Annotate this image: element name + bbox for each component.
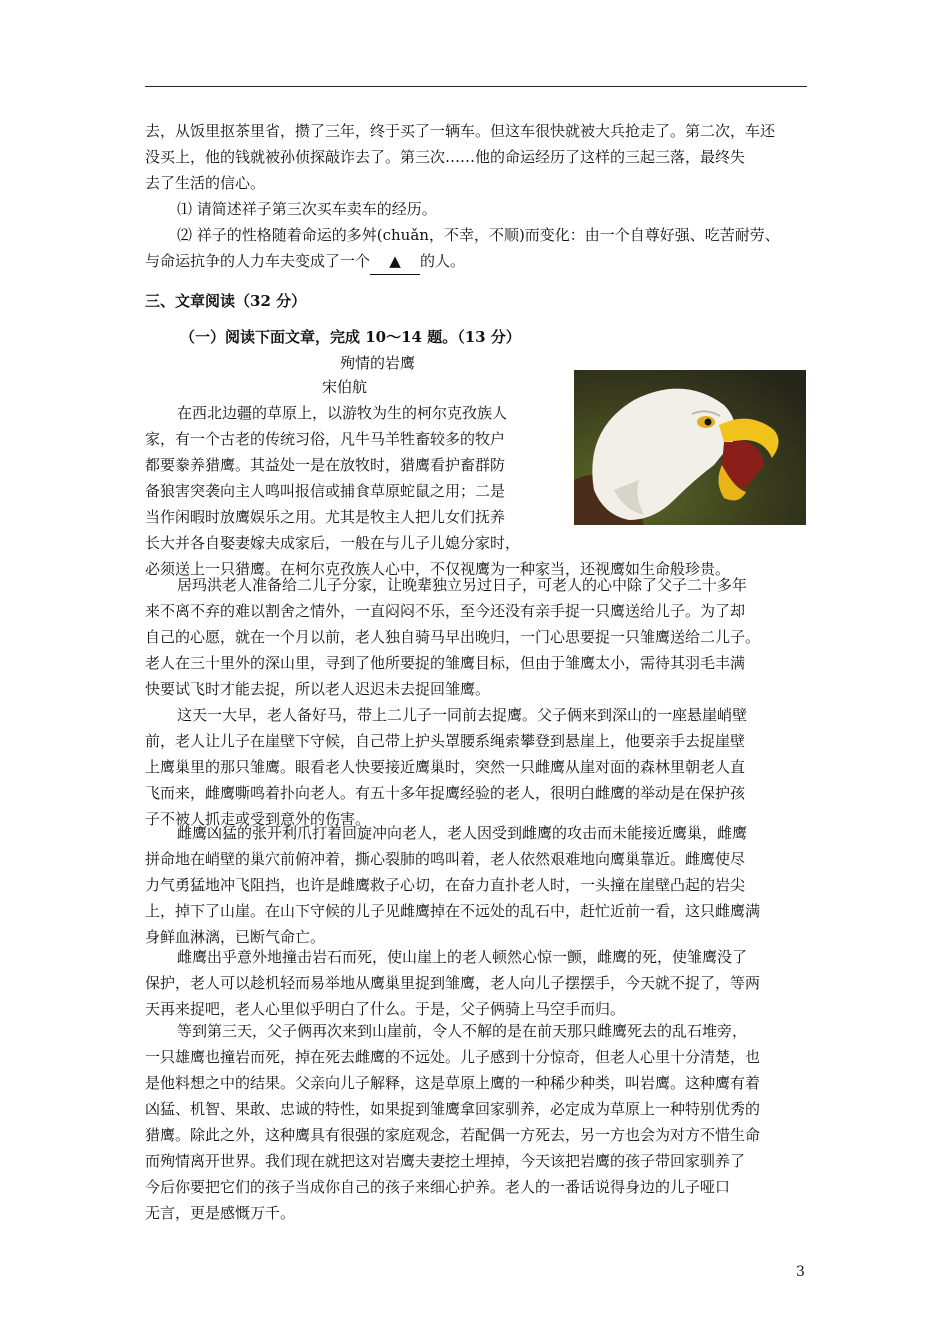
intro-paragraph	[145, 118, 807, 196]
text-line: 这天一大早，老人备好马，带上二儿子一同前去捉鹰。父子俩来到深山的一座悬崖峭壁	[177, 706, 748, 724]
text-line: 长大并各自娶妻嫁夫成家后，一般在与儿子儿媳分家时，	[145, 534, 521, 552]
article-paragraph-6	[145, 1018, 807, 1226]
text-line: 上鹰巢里的那只雏鹰。眼看老人快要接近鹰巢时，突然一只雌鹰从崖对面的森林里朝老人直	[145, 758, 746, 776]
text-line: 来不离不弃的难以割舍之情外，一直闷闷不乐，至今还没有亲手捉一只鹰送给儿子。为了却	[145, 602, 746, 620]
question-2-line1: ⑵ 祥子的性格随着命运的多舛(chuǎn，不幸，不顺)而变化：由一个自尊好强、吃苦耐劳、	[177, 226, 780, 244]
question-1: ⑴ 请简述祥子第三次买车卖车的经历。	[177, 200, 437, 218]
text-line: 力气勇猛地冲飞阻挡，也许是雌鹰救子心切，在奋力直扑老人时，一头撞在崖壁凸起的岩尖	[145, 876, 746, 894]
text-line: 当作闲暇时放鹰娱乐之用。尤其是牧主人把儿女们抚养	[145, 508, 506, 526]
text-line: 在西北边疆的草原上，以游牧为生的柯尔克孜族人	[177, 404, 508, 422]
text-line: 等到第三天，父子俩再次来到山崖前，令人不解的是在前天那只雌鹰死去的乱石堆旁，	[177, 1022, 748, 1040]
text-line: 一只雄鹰也撞岩而死，掉在死去雌鹰的不远处。儿子感到十分惊奇，但老人心里十分清楚，也	[145, 1048, 761, 1066]
article-title: 殉情的岩鹰	[340, 354, 416, 372]
text-line: 居玛洪老人准备给二儿子分家，让晚辈独立另过日子，可老人的心中除了父子二十多年	[177, 576, 748, 594]
text-line: 而殉情离开世界。我们现在就把这对岩鹰夫妻挖土埋掉，今天该把岩鹰的孩子带回家驯养了	[145, 1152, 746, 1170]
text-line: 天再来捉吧，老人心里似乎明白了什么。于是，父子俩骑上马空手而归。	[145, 1000, 626, 1018]
text-line: 拼命地在峭壁的巢穴前俯冲着，撕心裂肺的鸣叫着，老人依然艰难地向鹰巢靠近。雌鹰使尽	[145, 850, 746, 868]
text-line: 是他料想之中的结果。父亲向儿子解释，这是草原上鹰的一种稀少种类，叫岩鹰。这种鹰有着	[145, 1074, 761, 1092]
text-line: 备狼害突袭向主人鸣叫报信或捕食草原蛇鼠之用；二是	[145, 482, 506, 500]
text-line: 上，掉下了山崖。在山下守候的儿子见雌鹰掉在不远处的乱石中，赶忙近前一看，这只雌鹰满	[145, 902, 761, 920]
text-line: 子不被人抓走或受到意外的伤害。	[145, 810, 371, 828]
text-line: 快要试飞时才能去捉，所以老人迟迟未去捉回雏鹰。	[145, 680, 491, 698]
text-line: 飞而来，雌鹰嘶鸣着扑向老人。有五十多年捉鹰经验的老人，很明白雌鹰的举动是在保护孩	[145, 784, 746, 802]
article-paragraph-1	[145, 400, 807, 582]
text-line: 猎鹰。除此之外，这种鹰具有很强的家庭观念，若配偶一方死去，另一方也会为对方不惜生命	[145, 1126, 761, 1144]
article-paragraph-5	[145, 944, 807, 1022]
text-line: 今后你要把它们的孩子当成你自己的孩子来细心护养。老人的一番话说得身边的儿子哑口	[145, 1178, 731, 1196]
text-line: 自己的心愿，就在一个月以前，老人独自骑马早出晚归，一门心思要捉一只雏鹰送给二儿子。	[145, 628, 761, 646]
article-paragraph-4	[145, 820, 807, 950]
text-line: 身鲜血淋漓，已断气命亡。	[145, 928, 326, 946]
text-line: 去，从饭里抠茶里省，攒了三年，终于买了一辆车。但这车很快就被大兵抢走了。第二次，车还	[145, 122, 776, 140]
header-rule	[145, 86, 807, 87]
text-line: 必须送上一只猎鹰。在柯尔克孜族人心中，不仅视鹰为一种家当，还视鹰如生命般珍贵。	[145, 560, 731, 578]
question-2-pre: 与命运抗争的人力车夫变成了一个	[145, 252, 371, 270]
text-line: 无言，更是感慨万千。	[145, 1204, 296, 1222]
text-line: 前，老人让儿子在崖壁下守候，自己带上护头罩腰系绳索攀登到悬崖上，他要亲手去捉崖壁	[145, 732, 746, 750]
article-paragraph-3	[145, 702, 807, 832]
text-line: 雌鹰凶猛的张开利爪打着回旋冲向老人，老人因受到雌鹰的攻击而未能接近鹰巢，雌鹰	[177, 824, 748, 842]
article-paragraph-2	[145, 572, 807, 702]
text-line: 家，有一个古老的传统习俗，凡牛马羊牲畜较多的牧户	[145, 430, 506, 448]
question-2	[145, 222, 807, 248]
text-line: 去了生活的信心。	[145, 174, 266, 192]
text-line: 没买上，他的钱就被孙侦探敲诈去了。第三次……他的命运经历了这样的三起三落，最终失	[145, 148, 746, 166]
question-2-post: 的人。	[420, 252, 466, 270]
part1-heading: （一）阅读下面文章，完成 10～14 题。（13 分）	[180, 328, 521, 346]
text-line: 都要豢养猎鹰。其益处一是在放牧时，猎鹰看护畜群防	[145, 456, 506, 474]
text-line: 老人在三十里外的深山里，寻到了他所要捉的雏鹰目标，但由于雏鹰太小，需待其羽毛丰满	[145, 654, 746, 672]
text-line: 雌鹰出乎意外地撞击岩石而死，使山崖上的老人顿然心惊一颤，雌鹰的死，使雏鹰没了	[177, 948, 748, 966]
page-number: 3	[796, 1264, 805, 1280]
text-line: 凶猛、机智、果敢、忠诚的特性，如果捉到雏鹰拿回家驯养，必定成为草原上一种特别优秀的	[145, 1100, 761, 1118]
article-author: 宋伯航	[322, 378, 368, 396]
question-2-line2	[145, 248, 807, 275]
answer-blank[interactable]: ▲	[370, 248, 420, 275]
section3-heading: 三、文章阅读（32 分）	[145, 292, 307, 310]
text-line: 保护，老人可以趁机轻而易举地从鹰巢里捉到雏鹰，老人向儿子摆摆手，今天就不捉了，等两	[145, 974, 761, 992]
